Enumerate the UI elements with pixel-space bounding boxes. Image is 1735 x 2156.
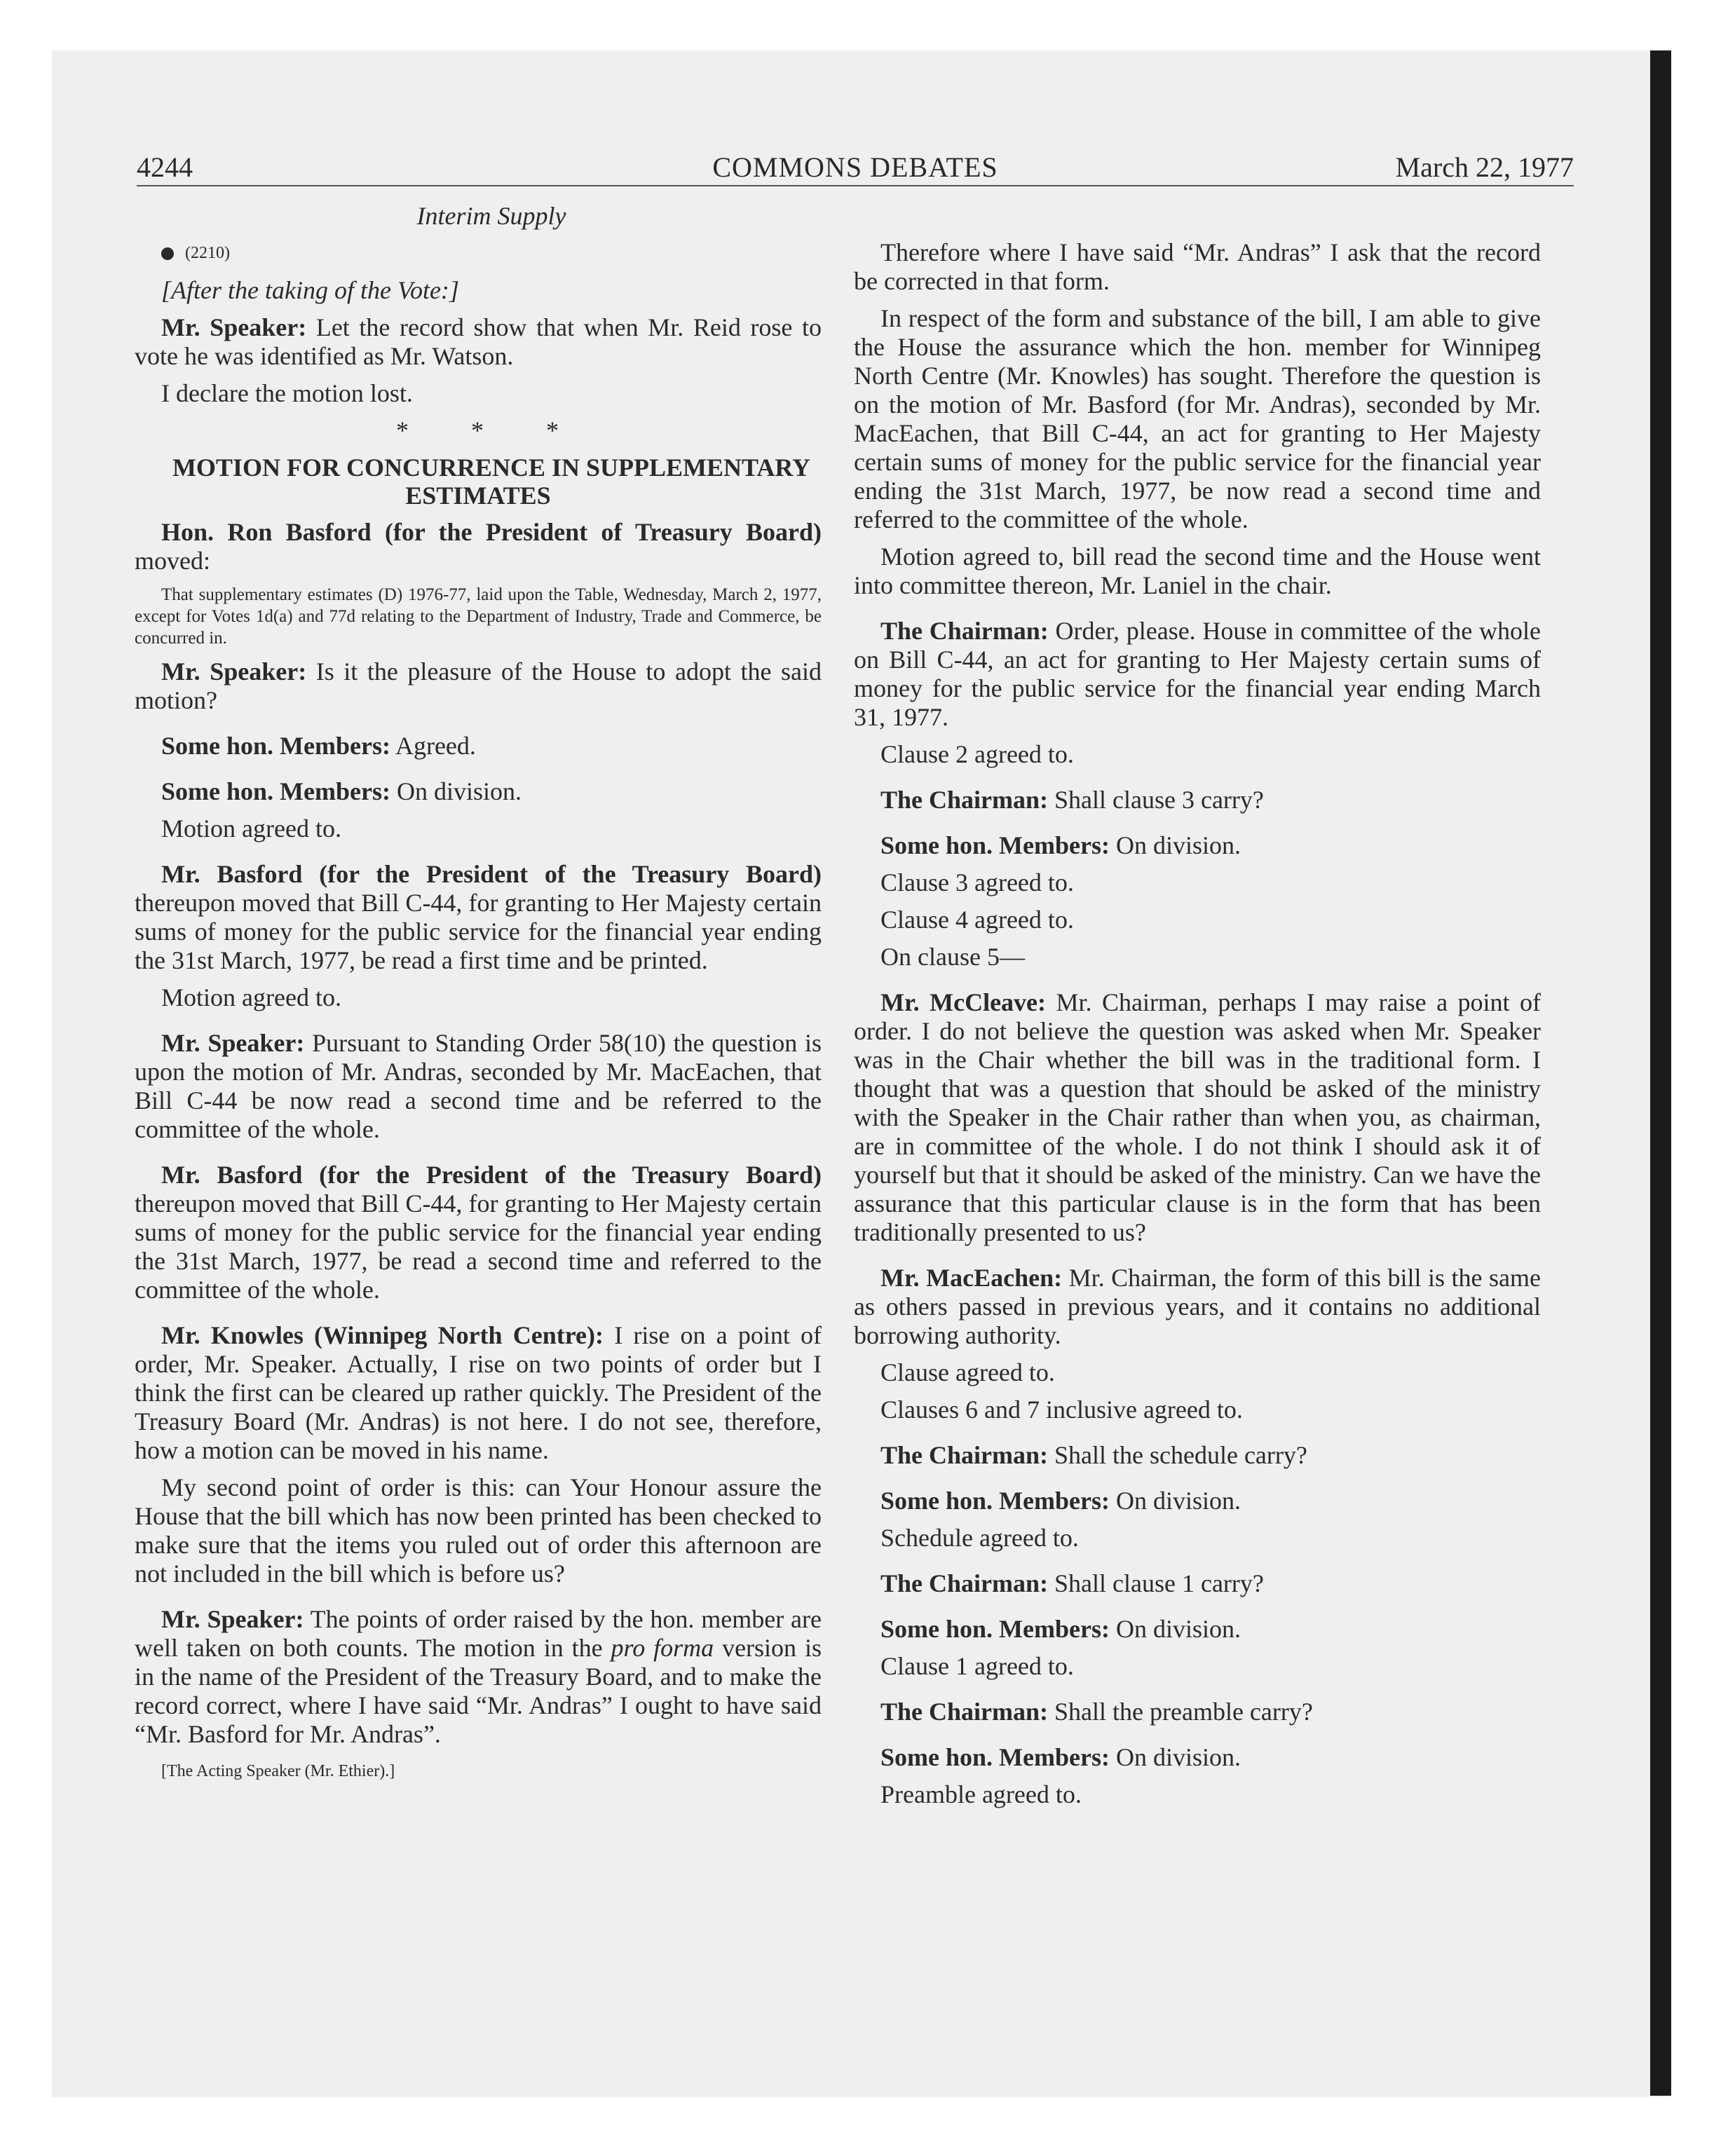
paragraph [854,988,1541,1247]
speaker-name: Mr. Speaker: [161,313,307,341]
page-number: 4244 [137,151,193,183]
paragraph [135,860,822,975]
paragraph: Clause 4 agreed to. [880,906,1074,934]
paragraph [135,518,822,575]
speaker-name: Mr. Basford (for the President of the Treasury Board) [161,860,822,888]
right-column [854,238,1541,1817]
speaker-name: The Chairman: [880,617,1049,645]
speech-text: Mr. Chairman, the form of this bill is the same as others passed in previous years, and it contains no additional borrowing authority. [854,1264,1541,1349]
speaker-name: Mr. Basford (for the President of the Treasury Board) [161,1161,822,1189]
italic-term: pro forma [611,1634,714,1662]
paragraph: Preamble agreed to. [880,1780,1082,1808]
speech-text: Shall the schedule carry? [1048,1441,1307,1469]
paragraph [135,657,822,715]
speech-text: version is in the name of the President of the Treasury Board, and to make the record correct, where I have said “Mr. Andras” I ought to have said “Mr. Basford for Mr. Andras”. [135,1634,822,1748]
issue-date: March 22, 1977 [1395,151,1574,183]
speaker-name: Hon. Ron Basford (for the President of Treasury Board) [161,518,822,546]
paragraph [854,1569,1541,1598]
speaker-name: Some hon. Members: [161,732,390,760]
paragraph [135,1321,822,1465]
section-heading: Interim Supply [416,202,566,230]
paragraph: Clause 3 agreed to. [880,868,1074,896]
paragraph: On clause 5— [880,943,1025,971]
paragraph [854,1487,1541,1515]
time-marker [135,239,822,268]
speech-text: Mr. Chairman, perhaps I may raise a point of order. I do not believe the question was asked when Mr. Speaker was in the Chair whether the bill was in the traditional form. I thought that was a question that should be asked of the ministry with the Speaker in the Chair rather than when you, as chairman, are in committee of the whole. I do not think I should ask it of yourself but that it should be asked of the ministry. Can we have the assurance that this particular clause is in the form that has been traditionally presented to us? [854,988,1541,1246]
paragraph: Clause agreed to. [880,1358,1055,1386]
paragraph [135,313,822,371]
bullet-icon [161,247,174,260]
paragraph: Clause 1 agreed to. [880,1652,1074,1680]
speech-text: Agreed. [390,732,476,760]
header-rule [137,185,1574,186]
paragraph [854,1615,1541,1644]
paragraph [854,1264,1541,1350]
speech-text: Pursuant to Standing Order 58(10) the question is upon the motion of Mr. Andras, seconded by Mr. MacEachen, that Bill C-44 be now read a second time and be referred to the committee of the whole. [135,1029,822,1143]
paragraph: My second point of order is this: can Your Honour assure the House that the bill which has now been printed has been checked to make sure that the items you ruled out of order this afternoon are not included in the bill which is before us? [135,1473,822,1588]
paragraph [854,786,1541,814]
section-break: * * * [396,416,587,444]
speaker-name: Mr. Speaker: [161,657,307,685]
running-header [137,150,1574,185]
speech-text: Is it the pleasure of the House to adopt the said motion? [135,657,822,714]
speaker-name: Mr. Speaker: [161,1605,304,1633]
paragraph: Clause 2 agreed to. [880,740,1074,768]
paragraph: Motion agreed to. [161,983,341,1011]
speaker-name: The Chairman: [880,786,1049,814]
motion-title: MOTION FOR CONCURRENCE IN SUPPLEMENTARY ESTIMATES [172,453,811,510]
paragraph: Motion agreed to, bill read the second time and the House went into committee thereon, Mr. Laniel in the chair. [854,543,1541,599]
paragraph [135,777,822,806]
paragraph: I declare the motion lost. [161,379,413,407]
paragraph [135,1029,822,1144]
speaker-name: Mr. Knowles (Winnipeg North Centre): [161,1321,604,1349]
speech-text: On division. [1109,1743,1241,1771]
speaker-name: Some hon. Members: [880,1615,1110,1643]
speech-text: On division. [1109,831,1241,859]
paragraph: Therefore where I have said “Mr. Andras” I ask that the record be corrected in that form. [854,238,1541,295]
speech-text: Shall clause 1 carry? [1048,1569,1264,1597]
speaker-name: Mr. McCleave: [880,988,1047,1016]
speaker-name: Mr. Speaker: [161,1029,305,1057]
speaker-name: Some hon. Members: [880,831,1110,859]
speaker-name: The Chairman: [880,1698,1049,1726]
speech-text: On division. [1109,1487,1241,1515]
motion-text: That supplementary estimates (D) 1976-77, laid upon the Table, Wednesday, March 2, 1977, except for Votes 1d(a) and 77d relating to the Department of Industry, Trade and Commerce, be concurred in. [135,585,822,648]
paragraph [854,1743,1541,1772]
paragraph: Clauses 6 and 7 inclusive agreed to. [880,1396,1243,1424]
paragraph: Schedule agreed to. [880,1524,1079,1552]
paragraph [854,1698,1541,1726]
stage-direction: [After the taking of the Vote:] [161,276,459,304]
left-column [135,202,822,1794]
paragraph [854,617,1541,732]
publication-title: COMMONS DEBATES [712,151,998,183]
speaker-name: Some hon. Members: [880,1487,1110,1515]
paragraph [135,1161,822,1304]
speech-text: Order, please. House in committee of the whole on Bill C-44, an act for granting to Her Majesty certain sums of money for the public service for the financial year ending March 31, 1977. [854,617,1541,731]
speech-text: thereupon moved that Bill C-44, for granting to Her Majesty certain sums of money for the public service for the financial year ending the 31st March, 1977, be read a first time and be printed. [135,889,822,974]
speech-text: I rise on a point of order, Mr. Speaker. Actually, I rise on two points of order but I think the first can be cleared up rather quickly. The President of the Treasury Board (Mr. Andras) is not here. I do not see, therefore, how a motion can be moved in his name. [135,1321,822,1464]
speech-text: Let the record show that when Mr. Reid rose to vote he was identified as Mr. Watson. [135,313,822,370]
paragraph [135,1605,822,1749]
speech-text: moved: [135,547,210,575]
speech-text: Shall the preamble carry? [1048,1698,1313,1726]
speech-text: thereupon moved that Bill C-44, for granting to Her Majesty certain sums of money for the public service for the financial year ending the 31st March, 1977, be read a second time and referred to the committee of the whole. [135,1189,822,1304]
presiding-note: [The Acting Speaker (Mr. Ethier).] [161,1762,395,1780]
speaker-name: The Chairman: [880,1441,1049,1469]
speech-text: Shall clause 3 carry? [1048,786,1264,814]
speaker-name: Mr. MacEachen: [880,1264,1063,1292]
paragraph [854,1441,1541,1470]
speech-text: On division. [390,777,522,805]
paragraph: In respect of the form and substance of the bill, I am able to give the House the assurance which the hon. member for Winnipeg North Centre (Mr. Knowles) has sought. Therefore the question is on the motion of Mr. Basford (for Mr. Andras), seconded by Mr. MacEachen, that Bill C-44, an act for granting to Her Majesty certain sums of money for the public service for the financial year ending the 31st March, 1977, be now read a second time and referred to the committee of the whole. [854,304,1541,533]
paragraph: Motion agreed to. [161,814,341,842]
scan-edge-bar [1650,50,1671,2096]
speech-text: The points of order raised by the hon. member are well taken on both counts. The motion in the [135,1605,822,1662]
speech-text: On division. [1109,1615,1241,1643]
speaker-name: Some hon. Members: [880,1743,1110,1771]
speaker-name: Some hon. Members: [161,777,390,805]
speaker-name: The Chairman: [880,1569,1049,1597]
paragraph [135,732,822,760]
time-marker-text: (2210) [185,244,230,262]
paragraph [854,831,1541,860]
